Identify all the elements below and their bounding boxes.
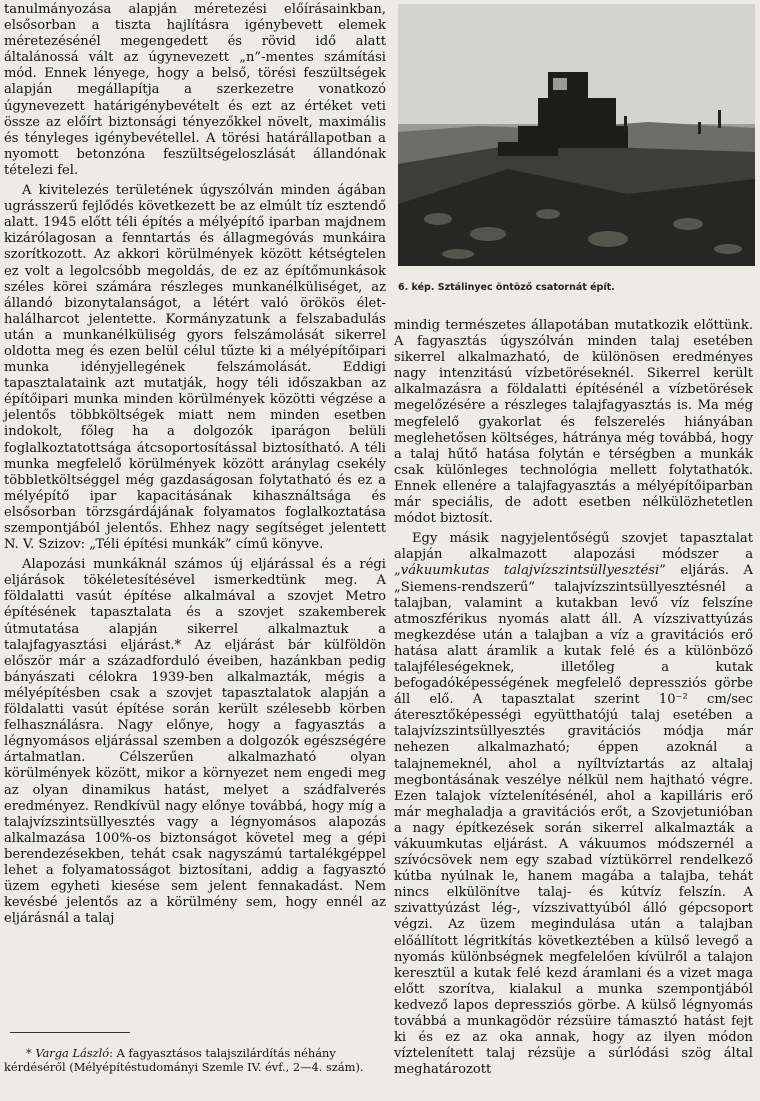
footnote-divider [10, 1032, 130, 1033]
paragraph: tanulmányozása alapján méretezési előírásainkban, elsősorban a tiszta hajlításra igénybevett elemek méretezésénél megengedett és rövid idő alatt általánossá vált az úgynevezett „n”-mentes számítási mód. Ennek lényege, hogy a belső, törési feszültségek alapján megállapítja a szerkezetre vonatkozó úgynevezett határigénybevételt és ezt az értéket veti össze az előírt biztonsági tényezőkkel növelt, maximális és tényleges igénybevétellel. A törési határállapotban a nyomott betonzóna feszültségeloszlását állandónak tételezi fel. [4, 2, 386, 178]
footnote [4, 1046, 386, 1074]
method-name-italic: vákuumkutas talajvízszintsüllyesztési [400, 563, 660, 579]
left-text-column [4, 2, 386, 927]
right-text-column [394, 318, 753, 1078]
paragraph [394, 531, 753, 1078]
footnote-mark: * [26, 1046, 36, 1060]
paragraph: A kivitelezés területének úgyszólván minden ágában ugrásszerű fejlődés következett be az elmúlt tíz esztendő alatt. 1945 előtt téli építés a mélyépítő iparban majdnem kizárólagosan a fenntartás és állagmegóvás munkáira szorítkozott. Az akkori körülmények között kétségtelen ez volt a legolcsóbb megoldás, de ez az építőmunkások széles körei számára részleges munkanélküliséget, az állandó bizonytalanságot, a létért való örökös élet-halálharcot jelentette. Kormányzatunk a felszabadulás után a munkanélküliség gyors felszámolását sikerrel oldotta meg és ezen belül célul tűzte ki a mélyépítőipari munka idényjellegének felszámolását. Eddigi tapasztalataink azt mutatják, hogy téli időszakban az építőipari munka minden körülmények közötti végzése a jelentős többköltségek miatt nem minden esetben indokolt, főleg ha a dolgozók iparágon belüli foglalkoztatottsága átcsoportosítással biztosítható. A téli munka megfelelő körülmények között aránylag csekély többletköltséggel még gazdaságosan folytatható és ez a mélyépítő ipar kapacitásának kihasználtsága és elsősorban törzsgárdájának folyamatos foglalkoztatása szempontjából jelentős. Ehhez nagy segítséget jelentett N. V. Szizov: „Téli építési munkák” című könyve. [4, 183, 386, 553]
paragraph-text: Egy másik nagyjelentőségű szovjet tapasztalat alapján alkalmazott alapozási módszer a „ [394, 531, 753, 579]
photo-image [398, 4, 755, 266]
paragraph: mindig természetes állapotában mutatkozik előttünk. A fagyasztás úgyszólván minden talaj esetében sikerrel alkalmazható, de különösen eredményes nagy intenzitású vízbetöréseknél. Sikerrel került alkalmazásra a földalatti építésénél a vízbetörések megelőzésére a részleges talajfagyasztás is. Ma még megfelelő gyakorlat és felszerelés hiányában meglehetősen költséges, hátránya még továbbá, hogy a talaj hűtő hatása folytán e térségben a munkák csak különleges technológia mellett folytathatók. Ennek ellenére a talajfagyasztás a mélyépítőiparban már speciális, de adott esetben nélkülözhetetlen módot biztosít. [394, 318, 753, 527]
construction-photo [398, 4, 755, 266]
paragraph: Alapozási munkáknál számos új eljárással és a régi eljárások tökéletesítésével ismerkedtünk meg. A földalatti vasút építése alkalmával a szovjet Metro építésének tapasztalata és a szovjet szakemberek útmutatása alapján sikerrel alkalmaztuk a talajfagyasztási eljárást.* Az eljárást bár külföldön először már a századforduló éveiben, hazánkban pedig bányászati célokra 1939-ben alkalmazták, mégis a mélyépítésben csak a szovjet tapasztalatok alapján a földalatti vasút építése során került szélesebb körben felhasználásra. Nagy előnye, hogy a fagyasztás a légnyomásos eljárással szemben a dolgozók egészségére ártalmatlan. Célszerűen alkalmazható olyan körülmények között, mikor a környezet nem engedi meg az olyan dinamikus hatást, melyet a szádfalverés eredményez. Rendkívül nagy előnye továbbá, hogy míg a talajvízszintsüllyesztés vagy a légnyomásos alapozás alkalmazása 100%-os biztonságot követel meg a gépi berendezésekben, tehát csak nagyszámú tartalékgéppel lehet a folyamatosságot biztosítani, addig a fagyasztó üzem egyheti kiesése sem jelent fennakadást. Nem kevésbé jelentős az a körülmény sem, hogy ennél az eljárásnál a talaj [4, 557, 386, 927]
footnote-author: Varga László [35, 1046, 110, 1060]
photo-caption: 6. kép. Sztálinyec öntöző csatornát épít. [398, 282, 615, 293]
footnote-text: : A fagyasztásos talajszilárdítás néhány kérdéséről (Mélyépítéstudományi Szemle IV. évf., 2—4. szám). [4, 1046, 364, 1074]
paragraph-text: ” eljárás. A „Siemens-rendszerű” talajvízszintsüllyesztésnél a talajban, valamint a kutakban levő víz felszíne atmoszférikus nyomás alatt áll. A vízszivattyúzás megkezdése után a talajban a víz a gravitációs erő hatása alatt áramlik a kutak felé és a különböző talajféleségeknek, illetőleg a kutak befogadóképességének megfelelő depressziós görbe áll elő. A tapasztalat szerint 10⁻² cm/sec áteresztőképességi együtthatójú talaj esetében a talajvízszintsüllyesztés gravitációs módja már nehezen alkalmazható; éppen azoknál a talajnemeknél, ahol a nyíltvíztartás az altalaj megbontásának veszélye nélkül nem hajtható végre. Ezen talajok víztelenítésénél, ahol a kapilláris erő már meghaladja a gravitációs erőt, a Szovjetunióban a nagy építkezések során sikerrel alkalmazták a vákuumkutas eljárást. A vákuumos módszernél a szívócsövek nem egy szabad víztükörrel rendelkező kútba nyúlnak le, hanem magába a talajba, tehát nincs elkülönítve talaj- és kútvíz felszín. A szivattyúzást lég-, vízszivattyúból álló gépcsoport végzi. Az üzem megindulása után a talajban előállított légritkítás következtében a külső levegő a nyomás különbségnek megfelelően kívülről a talajon keresztül a kutak felé kezd áramlani és a vizet maga előtt szorítva, kialakul a munka szempontjából kedvező lapos depressziós görbe. A külső légnyomás továbbá a munkagödör rézsüire támasztó hatást fejt ki és ez az oka annak, hogy az ilyen módon víztelenített talaj rézsüje a súrlódási szög által meghatározott [394, 563, 753, 1078]
